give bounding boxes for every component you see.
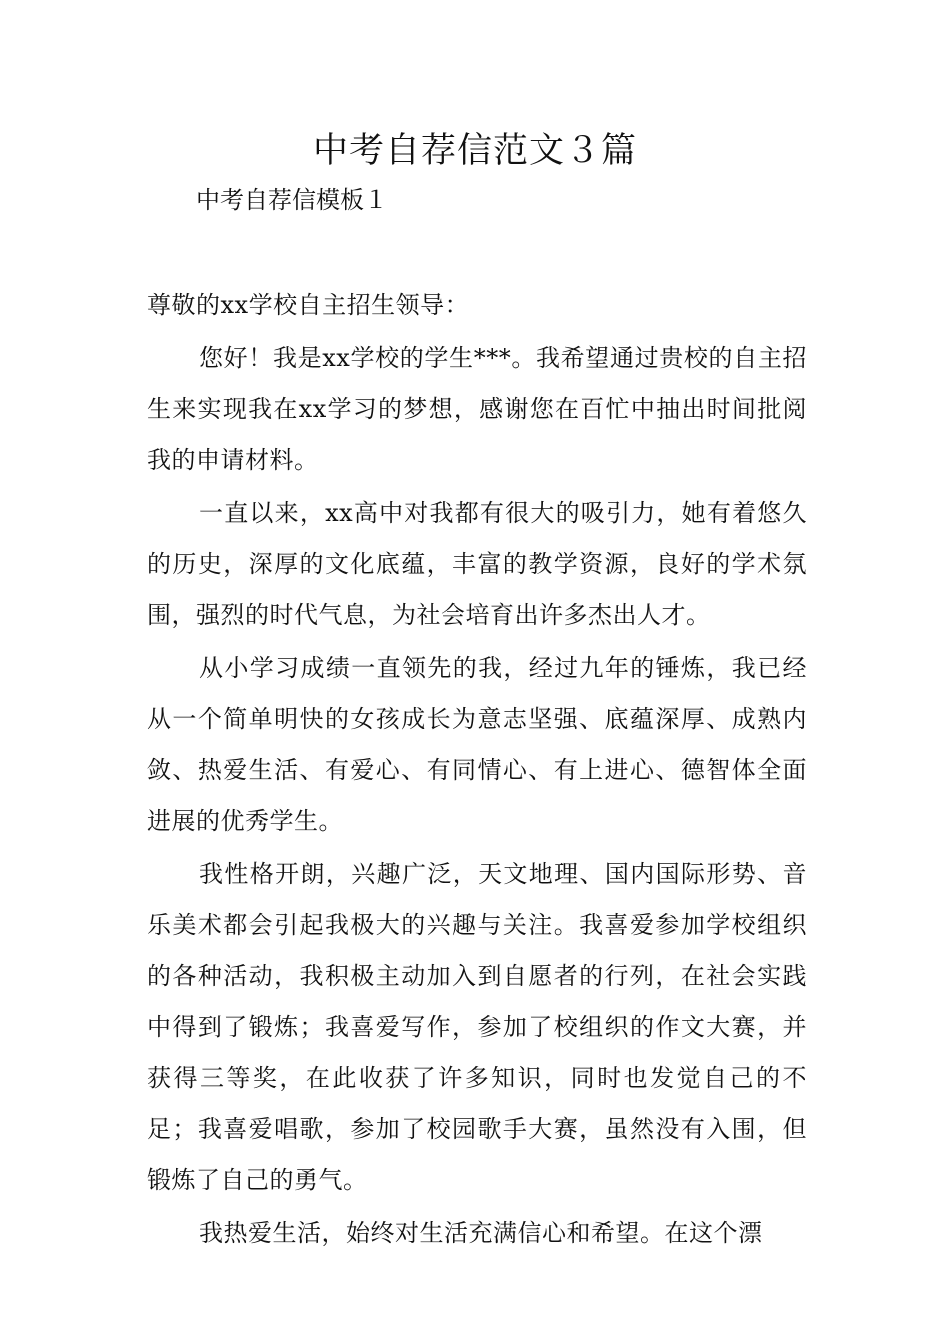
paragraph: 从小学习成绩一直领先的我，经过九年的锤炼，我已经从一个简单明快的女孩成长为意志坚强、底蕴深厚、成熟内敛、热爱生活、有爱心、有同情心、有上进心、德智体全面进展的优秀学生。: [147, 654, 807, 835]
paragraph: 我热爱生活，始终对生活充满信心和希望。在这个漂: [199, 1219, 763, 1247]
document-subtitle: 中考自荐信模板１: [196, 186, 388, 214]
salutation: 尊敬的xx学校自主招生领导：: [147, 291, 470, 319]
letter-body: [147, 280, 807, 1261]
paragraph: 我性格开朗，兴趣广泛，天文地理、国内国际形势、音乐美术都会引起我极大的兴趣与关注。我喜爱参加学校组织的各种活动，我积极主动加入到自愿者的行列，在社会实践中得到了锻炼；我喜爱写作，参加了校组织的作文大赛，并获得三等奖，在此收获了许多知识，同时也发觉自己的不足；我喜爱唱歌，参加了校园歌手大赛，虽然没有入围，但锻炼了自己的勇气。: [147, 860, 807, 1194]
document-title: 中考自荐信范文３篇: [312, 131, 637, 171]
paragraph: 一直以来，xx高中对我都有很大的吸引力，她有着悠久的历史，深厚的文化底蕴，丰富的教学资源，良好的学术氛围，强烈的时代气息，为社会培育出许多杰出人才。: [147, 499, 807, 629]
paragraph: 您好！我是xx学校的学生***。我希望通过贵校的自主招生来实现我在xx学习的梦想，感谢您在百忙中抽出时间批阅我的申请材料。: [147, 344, 807, 474]
